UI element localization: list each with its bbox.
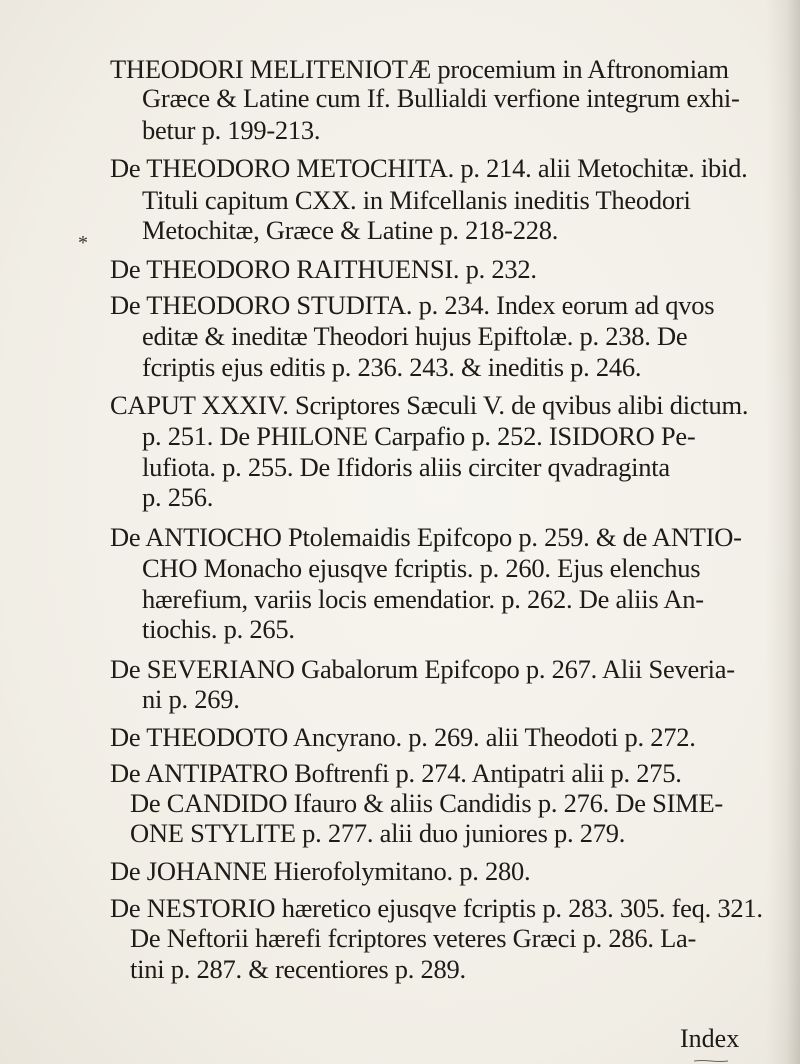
index-line: De ANTIPATRO Boftrenfi p. 274. Antipatri alii p. 275. [110,758,682,788]
index-line: p. 251. De PHILONE Carpafio p. 252. ISIDORO Pe- [142,421,696,451]
index-line: Metochitæ, Græce & Latine p. 218-228. [142,215,559,245]
index-line: THEODORI MELITENIOTÆ procemium in Aftronomiam [110,54,729,84]
ink-flourish [694,1060,728,1062]
index-line: lufiota. p. 255. De Ifidoris aliis circiter qvadraginta [142,452,670,482]
index-line: De JOHANNE Hierofolymitano. p. 280. [110,856,531,886]
catchword: Index [680,1024,740,1053]
index-line: hærefium, variis locis emendatior. p. 262. De aliis An- [142,584,704,614]
index-line: De Neftorii hærefi fcriptores veteres Græci p. 286. La- [130,923,697,953]
index-line: CAPUT XXXIV. Scriptores Sæculi V. de qvibus alibi dictum. [110,390,749,420]
index-line: editæ & ineditæ Theodori hujus Epiftolæ. p. 238. De [142,321,688,351]
margin-asterisk: * [78,232,88,254]
index-line: p. 256. [142,482,214,512]
index-line: De THEODOTO Ancyrano. p. 269. alii Theodoti p. 272. [110,722,696,752]
index-line: De THEODORO RAITHUENSI. p. 232. [110,254,537,284]
index-line: ni p. 269. [142,684,240,714]
index-line: Tituli capitum CXX. in Mifcellanis ineditis Theodori [142,185,691,215]
index-line: De NESTORIO hæretico ejusqve fcriptis p. 283. 305. feq. 321. [110,893,763,923]
index-line: De CANDIDO Ifauro & aliis Candidis p. 276. De SIME- [130,788,723,818]
index-line: fcriptis ejus editis p. 236. 243. & ineditis p. 246. [142,352,642,382]
index-line: tiochis. p. 265. [142,614,295,644]
index-line: De THEODORO METOCHITA. p. 214. alii Metochitæ. ibid. [110,153,748,183]
index-line: De THEODORO STUDITA. p. 234. Index eorum ad qvos [110,290,715,320]
index-line: De SEVERIANO Gabalorum Epifcopo p. 267. Alii Severia- [110,654,735,684]
index-line: betur p. 199-213. [142,115,321,145]
index-line: De ANTIOCHO Ptolemaidis Epifcopo p. 259. & de ANTIO- [110,522,742,552]
index-line: ONE STYLITE p. 277. alii duo juniores p. 279. [130,818,626,848]
index-line: CHO Monacho ejusqve fcriptis. p. 260. Ejus elenchus [142,553,701,583]
index-line: tini p. 287. & recentiores p. 289. [130,954,466,984]
index-line: Græce & Latine cum If. Bullialdi verfione integrum exhi- [142,83,740,113]
